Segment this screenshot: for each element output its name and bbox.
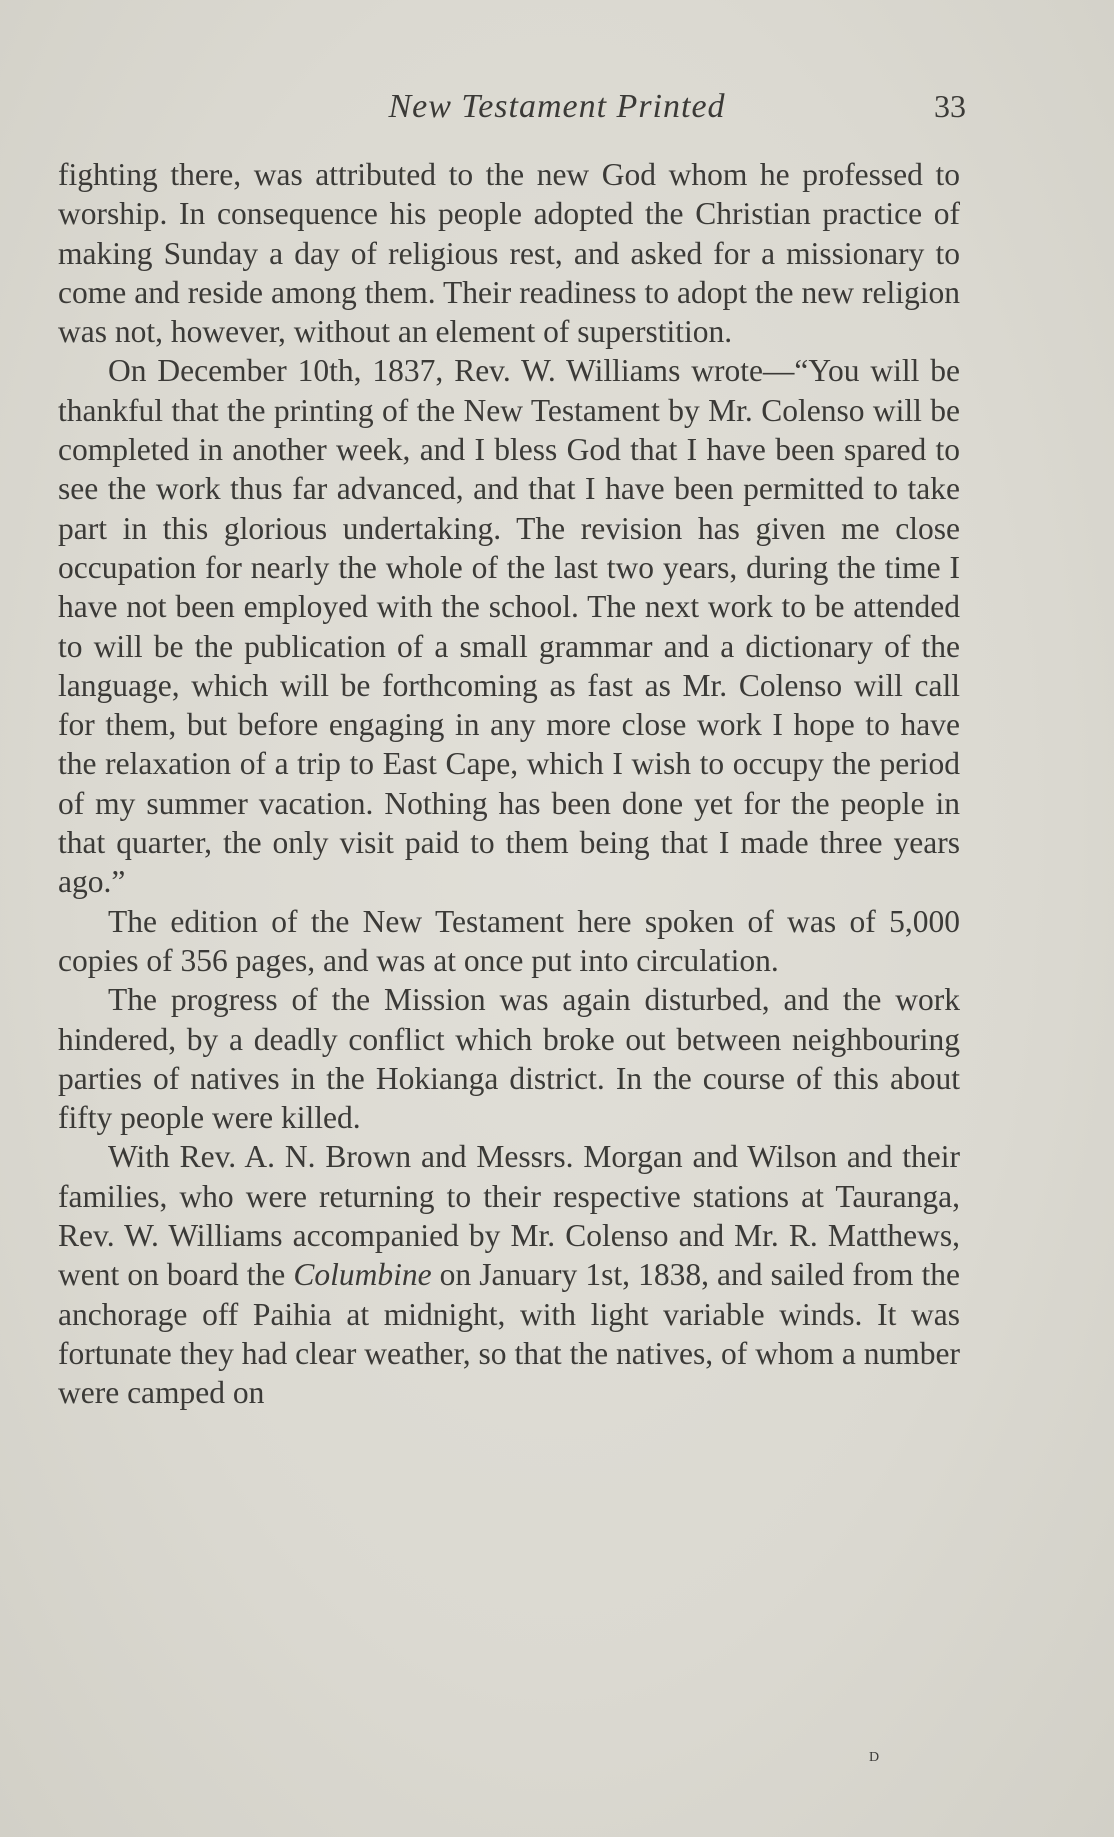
paragraph-text: With Rev. A. N. Brown and Messrs. Morgan and Wilson and their families, who were returning to their respective stations at Tauranga, Rev. W. Williams accompanied by Mr. Colenso and Mr. R. Matthews, went on board the bbox=[58, 1139, 960, 1293]
paragraph bbox=[58, 902, 960, 981]
paragraph-text: On December 10th, 1837, Rev. W. Williams wrote—“You will be thankful that the printing of the New Testament by Mr. Colenso will be completed in another week, and I bless God that I have been spared to see the work thus far advanced, and that I have been permitted to take part in this glorious undertaking. The revision has given me close occupation for nearly the whole of the last two years, during the time I have not been employed with the school. The next work to be attended to will be the publication of a small grammar and a dictionary of the language, which will be forthcoming as fast as Mr. Colenso will call for them, but before engaging in any more close work I hope to have the relaxation of a trip to East Cape, which I wish to occupy the period of my summer vacation. Nothing has been done yet for the people in that quarter, the only visit paid to them being that I made three years ago.” bbox=[58, 353, 960, 900]
paragraph bbox=[58, 351, 960, 901]
running-title: New Testament Printed bbox=[388, 88, 726, 125]
page-number: 33 bbox=[934, 88, 966, 124]
paragraph-text: fighting there, was attributed to the new God whom he professed to worship. In consequence his people adopted the Christian practice of making Sunday a day of religious rest, and asked for a missionary to come and reside among them. Their readiness to adopt the new religion was not, however, without an element of superstition. bbox=[58, 157, 960, 350]
body-text bbox=[58, 155, 960, 1413]
paragraph-text: on January 1st, 1838, and sailed from the anchorage off Paihia at midnight, with light variable winds. It was fortunate they had clear weather, so that the natives, of whom a number were camped on bbox=[58, 1257, 960, 1411]
signature-mark: D bbox=[869, 1750, 881, 1765]
paragraph bbox=[58, 155, 960, 351]
ship-name: Columbine bbox=[293, 1257, 432, 1293]
paragraph-text: The progress of the Mission was again disturbed, and the work hindered, by a deadly conflict which broke out between neighbouring parties of natives in the Hokianga district. In the course of this about fifty people were killed. bbox=[58, 982, 960, 1136]
paragraph bbox=[58, 1137, 960, 1412]
paragraph-text: The edition of the New Testament here spoken of was of 5,000 copies of 356 pages, and was at once put into circulation. bbox=[58, 903, 960, 978]
paragraph bbox=[58, 980, 960, 1137]
running-head bbox=[0, 88, 1114, 128]
